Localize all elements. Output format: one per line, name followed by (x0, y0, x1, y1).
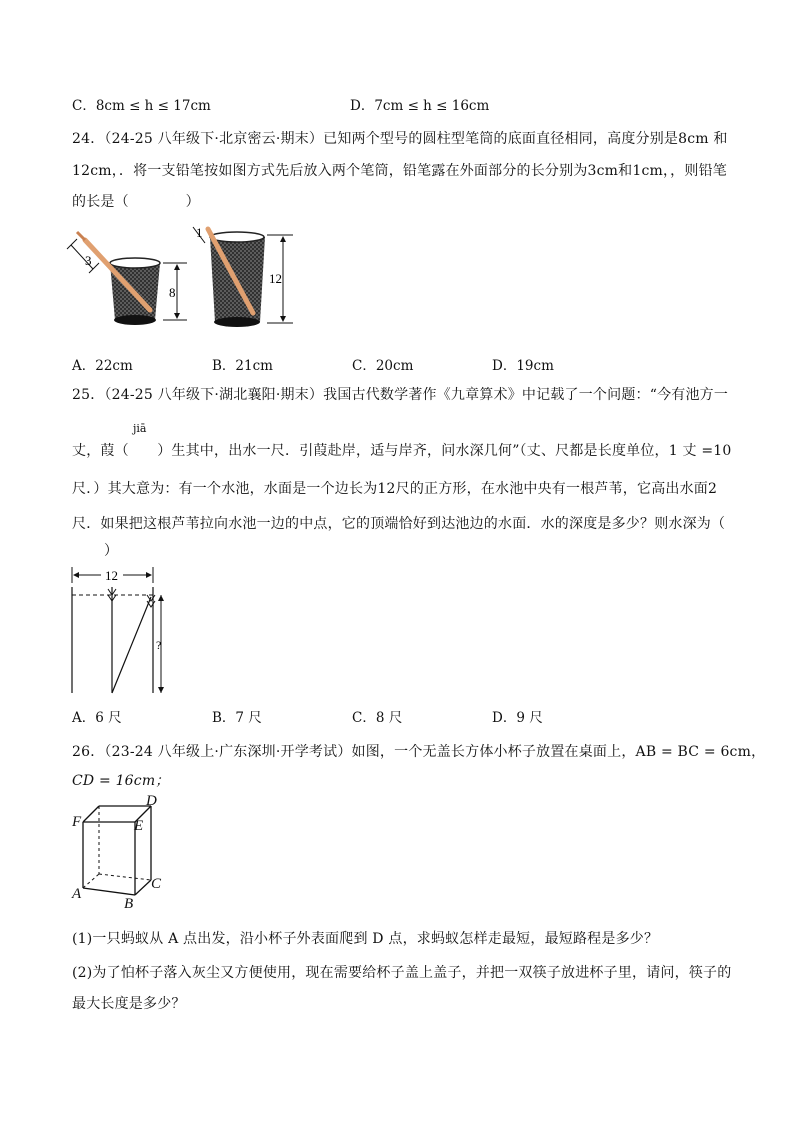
q24-option-d: D．19cm (492, 358, 554, 374)
q25-text-line4: 尺．如果把这根芦苇拉向水池一边的中点，它的顶端恰好到达池边的水面．水的深度是多少？则水深为（ (72, 516, 726, 532)
q25-pinyin: jiā (133, 422, 147, 435)
q24-text-line3: 的长是（ ） (72, 194, 200, 210)
q26-subquestion-1: (1)一只蚂蚁从 A 点出发，沿小杯子外表面爬到 D 点，求蚂蚁怎样走最短，最短路程是多少？ (72, 931, 659, 947)
q26-cuboid-figure (65, 792, 175, 912)
left-holder (67, 232, 187, 325)
label-A: A (72, 886, 82, 902)
right-exposed-label: 1 (196, 225, 203, 240)
q25-option-b: B．7 尺 (212, 710, 262, 726)
q25-option-d: D．9 尺 (492, 710, 543, 726)
q26-text-line2: CD = 16cm； (72, 773, 170, 789)
q24-option-b: B．21cm (212, 358, 273, 374)
left-height-label: 8 (169, 285, 176, 300)
left-exposed-label: 3 (85, 253, 92, 268)
q25-text-line3: 尺．）其大意为：有一个水池，水面是一个边长为12尺的正方形，在水池中央有一根芦苇，它高出水面2 (72, 481, 718, 497)
q24-text-line2: 12cm，．将一支铅笔按如图方式先后放入两个笔筒，铅笔露在外面部分的长分别为3cm和1cm，，则铅笔 (72, 163, 727, 179)
q24-pencil-holders-figure (65, 215, 315, 335)
q24-option-a: A．22cm (72, 358, 133, 374)
right-holder (193, 225, 293, 327)
pond-depth-label: ? (156, 638, 162, 652)
q24-text-line1: 24．（24-25 八年级下·北京密云·期末）已知两个型号的圆柱型笔筒的底面直径相同，高度分别是8cm 和 (72, 131, 728, 147)
q25-pond-figure (65, 565, 185, 700)
q25-text-line2: 丈，葭（ ）生其中，出水一尺．引葭赴岸，适与岸齐，问水深几何”（丈、尺都是长度单位，1 丈 =10 (72, 443, 732, 459)
label-C: C (151, 876, 162, 892)
q25-text-line5: ） (104, 543, 119, 559)
q25-option-a: A．6 尺 (72, 710, 122, 726)
right-height-label: 12 (269, 271, 282, 286)
q24-option-c: C．20cm (352, 358, 414, 374)
q25-text-line1: 25．（24-25 八年级下·湖北襄阳·期末）我国古代数学著作《九章算术》中记载了一个问题：“今有池方一 (72, 387, 729, 403)
q26-text-line1: 26．（23-24 八年级上·广东深圳·开学考试）如图，一个无盖长方体小杯子放置在桌面上，AB = BC = 6cm， (72, 744, 766, 760)
q23-option-d: D．7cm ≤ h ≤ 16cm (350, 98, 490, 114)
label-E: E (134, 818, 144, 834)
q23-option-c: C．8cm ≤ h ≤ 17cm (72, 98, 211, 114)
q26-subquestion-2-line1: (2)为了怕杯子落入灰尘又方便使用，现在需要给杯子盖上盖子，并把一双筷子放进杯子里，请问，筷子的 (72, 965, 732, 981)
q26-subquestion-2-line2: 最大长度是多少？ (72, 996, 186, 1012)
pond-width-label: 12 (105, 568, 118, 583)
label-F: F (72, 814, 82, 830)
label-B: B (124, 896, 134, 912)
q25-option-c: C．8 尺 (352, 710, 403, 726)
label-D: D (146, 793, 157, 809)
